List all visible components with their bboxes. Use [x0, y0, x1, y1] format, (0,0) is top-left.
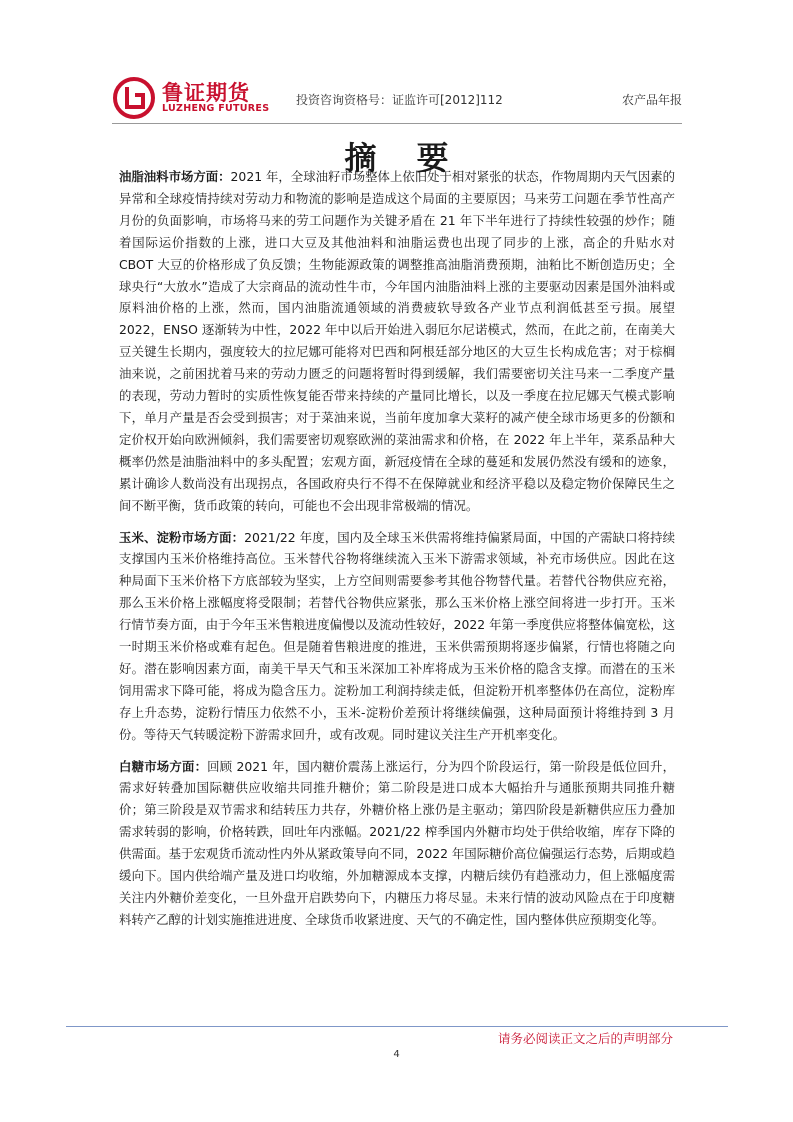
page-header	[112, 74, 682, 124]
page-title: 摘要	[344, 139, 489, 177]
section-body: 回顾 2021 年，国内糖价震荡上涨运行，分为四个阶段运行，第一阶段是低位回升，需求好转叠加国际糖供应收缩共同推升糖价；第二阶段是进口成本大幅抬升与通胀预期共同推升糖价；第三阶段是双节需求和结转压力共存，外糖价格上涨仍是主驱动；第四阶段是新糖供应压力叠加需求转弱的影响，价格转跌，回吐年内涨幅。2021/22 榨季国内外糖市均处于供给收缩，库存下降的供需面。基于宏观货币流动性内外从紧政策导向不同，2022 年国际糖价高位偏强运行态势，后期或趋缓向下。国内供给端产量及进口均收缩，外加糖源成本支撑，内糖后续仍有趋涨动力，但上涨幅度需关注内外糖价差变化，一旦外盘开启跌势向下，内糖压力将尽显。未来行情的波动风险点在于印度糖料转产乙醇的计划实施推进进度、全球货币收紧进度、天气的不确定性，国内整体供应预期变化等。	[119, 758, 675, 927]
section-corn-starch	[119, 527, 675, 746]
footer-divider	[66, 1026, 728, 1027]
section-heading: 油脂油料市场方面：	[119, 169, 231, 184]
section-body: 2021 年，全球油籽市场整体上依旧处于相对紧张的状态，作物周期内天气因素的异常和全球疫情持续对劳动力和物流的影响是造成这个局面的主要原因；马来劳工问题在季节性高产月份的负面影响，市场将马来的劳工问题作为关键矛盾在 21 年下半年进行了持续性较强的炒作；随着国际运价指数的上涨，进口大豆及其他油料和油脂运费也出现了同步的上涨，高企的升贴水对 CBOT 大豆的价格形成了负反馈；生物能源政策的调整推高油脂消费预期，油粕比不断创造历史；全球央行“大放水”造成了大宗商品的流动性牛市，今年国内油脂油料上涨的主要驱动因素是国外油料或原料油价格的上涨，然而，国内油脂流通领域的消费疲软导致各产业节点利润低甚至亏损。展望 2022，ENSO 逐渐转为中性，2022 年中以后开始进入弱厄尔尼诺模式，然而，在此之前，在南美大豆关键生长期内，强度较大的拉尼娜可能将对巴西和阿根廷部分地区的大豆生长构成危害；对于棕榈油来说，之前困扰着马来的劳动力匮乏的问题将暂时得到缓解，我们需要密切关注马来一二季度产量的表现，劳动力暂时的实质性恢复能否带来持续的产量同比增长，以及一季度在拉尼娜天气模式影响下，单月产量是否会受到损害；对于菜油来说，当前年度加拿大菜籽的减产使全球市场更多的份额和定价权开始向欧洲倾斜，我们需要密切观察欧洲的菜油需求和价格，在 2022 年上半年，菜系品种大概率仍然是油脂油料中的多头配置；宏观方面，新冠疫情在全球的蔓延和发展仍然没有缓和的迹象，累计确诊人数尚没有出现拐点，各国政府央行不得不在保障就业和经济平稳以及稳定物价保障民生之间不断平衡，货币政策的转向，可能也不会出现非常极端的情况。	[119, 169, 675, 513]
header-divider	[112, 123, 682, 124]
section-sugar	[119, 756, 675, 931]
company-logo	[112, 76, 287, 120]
section-heading: 玉米、淀粉市场方面：	[119, 529, 245, 545]
logo-chinese-name: 鲁证期货	[162, 81, 250, 105]
section-body: 2021/22 年度，国内及全球玉米供需将维持偏紧局面，中国的产需缺口将持续支撑国内玉米价格维持高位。玉米替代谷物将继续流入玉米下游需求领域，补充市场供应。因此在这种局面下玉米价格下方底部较为坚实，上方空间则需要参考其他谷物替代量。若替代谷物供应充裕，那么玉米价格上涨幅度将受限制；若替代谷物供应紧张，那么玉米价格上涨空间将进一步打开。玉米行情节奏方面，由于今年玉米售粮进度偏慢以及流动性较好，2022 年第一季度供应将整体偏宽松，这一时期玉米价格或难有起色。但是随着售粮进度的推进，玉米供需预期将逐步偏紧，行情也将随之向好。潜在影响因素方面，南美干旱天气和玉米深加工补库将成为玉米价格的隐含支撑。而潜在的玉米饲用需求下降可能，将成为隐含压力。淀粉加工利润持续走低，但淀粉开机率整体仍在高位，淀粉库存上升态势，淀粉行情压力依然不小，玉米-淀粉价差预计将继续偏强，这种局面预计将维持到 3 月份。等待天气转暖淀粉下游需求回升，或有改观。同时建议关注生产开机率变化。	[119, 529, 676, 742]
luzheng-logo-icon	[112, 76, 156, 120]
disclaimer-text: 请务必阅读正文之后的声明部分	[497, 1031, 673, 1046]
page-number: 4	[393, 1049, 400, 1060]
section-heading: 白糖市场方面：	[119, 758, 208, 774]
summary-content	[119, 166, 675, 941]
section-oilseeds	[119, 166, 675, 517]
logo-english-name: LUZHENG FUTURES	[162, 103, 270, 114]
license-number: 投资咨询资格号：证监许可[2012]112	[296, 93, 503, 107]
report-type: 农产品年报	[621, 93, 682, 107]
